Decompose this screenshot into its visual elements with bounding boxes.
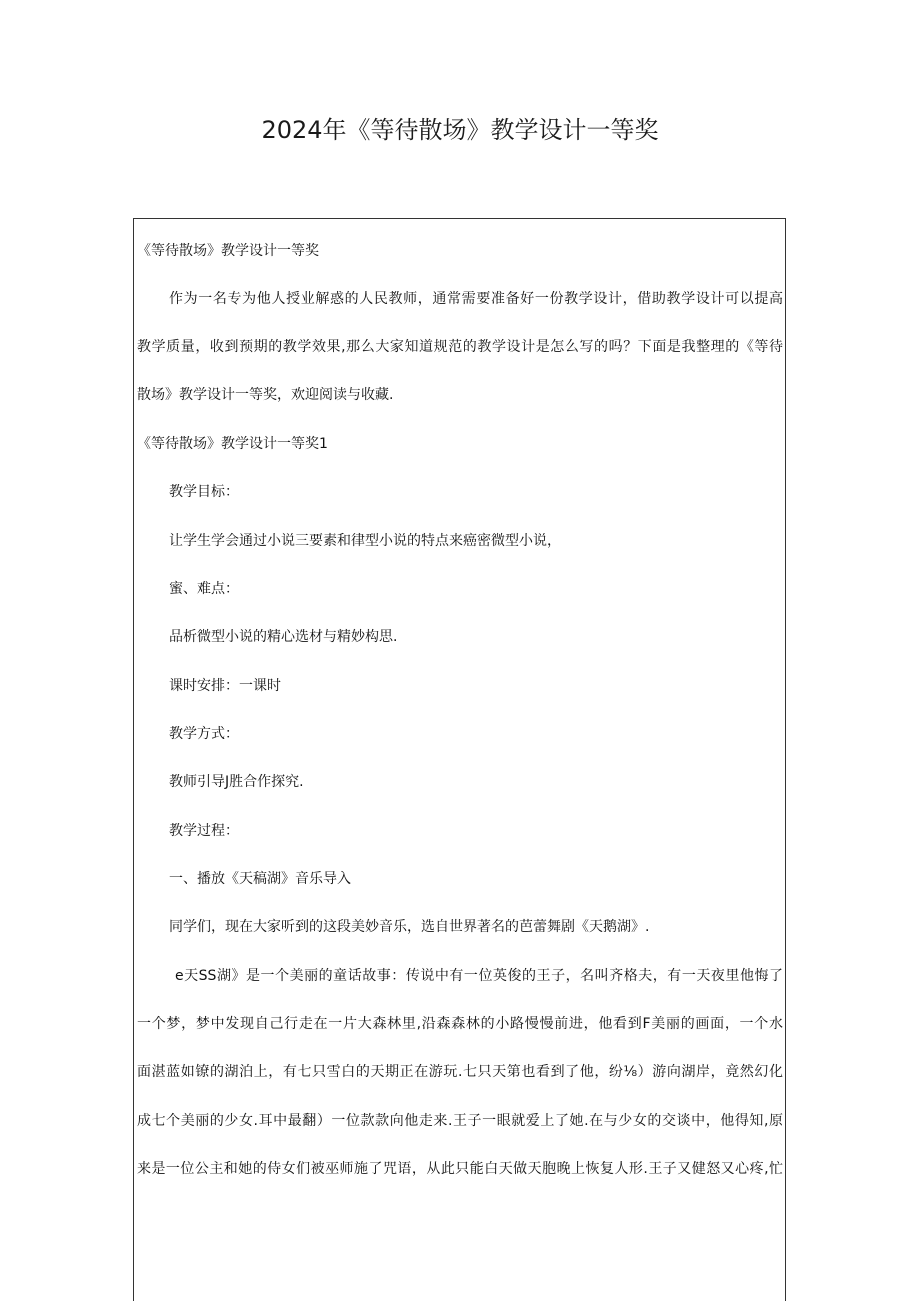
body-heading: 《等待散场》教学设计一等奖: [137, 243, 319, 259]
teaching-goal-label: 教学目标：: [169, 484, 239, 500]
class-schedule: 课时安排：一课时: [169, 678, 281, 694]
story-line-1: e天SS湖》是一个美丽的童话故事：传说中有一位英俊的王子，名叫齐格夫，有一天夜里他悔了: [175, 968, 783, 984]
teaching-process-label: 教学过程：: [169, 823, 239, 839]
document-title: 2024年《等待散场》教学设计一等奖: [261, 116, 659, 144]
teaching-method-text: 教师引导J胜合作探究.: [169, 774, 304, 790]
key-points-label: 蜜、难点：: [169, 581, 239, 597]
intro-line-3: 散场》教学设计一等奖，欢迎阅读与收藏.: [137, 387, 394, 403]
key-points-text: 品析微型小说的精心选材与精妙构思.: [169, 629, 398, 645]
story-line-3: 面湛蓝如镣的湖泊上，有七只雪白的天期正在游玩.七只天第也看到了他，纷⅛）游向湖岸，竟然幻化: [137, 1064, 783, 1080]
step-one-text: 同学们，现在大家听到的这段美妙音乐，选自世界著名的芭蕾舞剧《天鹅湖》.: [169, 919, 650, 935]
story-line-4: 成七个美丽的少女.耳中最翻）一位款款向他走来.王子一眼就爱上了她.在与少女的交谈中，他得知,原: [137, 1113, 783, 1129]
intro-line-2: 教学质量，收到预期的教学效果,那么大家知道规范的教学设计是怎么写的吗？下面是我整理的《等待: [137, 339, 783, 355]
content-frame: [133, 218, 786, 1301]
story-line-2: 一个梦，梦中发现自己行走在一片大森林里,沿森森林的小路慢慢前进，他看到F美丽的画面，一个水: [137, 1016, 783, 1032]
step-one-heading: 一、播放《天稿湖》音乐导入: [169, 871, 351, 887]
teaching-method-label: 教学方式：: [169, 726, 239, 742]
section-title: 《等待散场》教学设计一等奖1: [137, 436, 328, 452]
teaching-goal-text: 让学生学会通过小说三要素和律型小说的特点来癌密微型小说，: [169, 533, 561, 549]
story-line-5: 来是一位公主和她的侍女们被巫师施了咒语，从此只能白天做天胞晚上恢复人形.王子又健怒又心疼,忙: [137, 1161, 783, 1177]
intro-line-1: 作为一名专为他人授业解惑的人民教师，通常需要准备好一份教学设计，借助教学设计可以提高: [169, 291, 783, 307]
